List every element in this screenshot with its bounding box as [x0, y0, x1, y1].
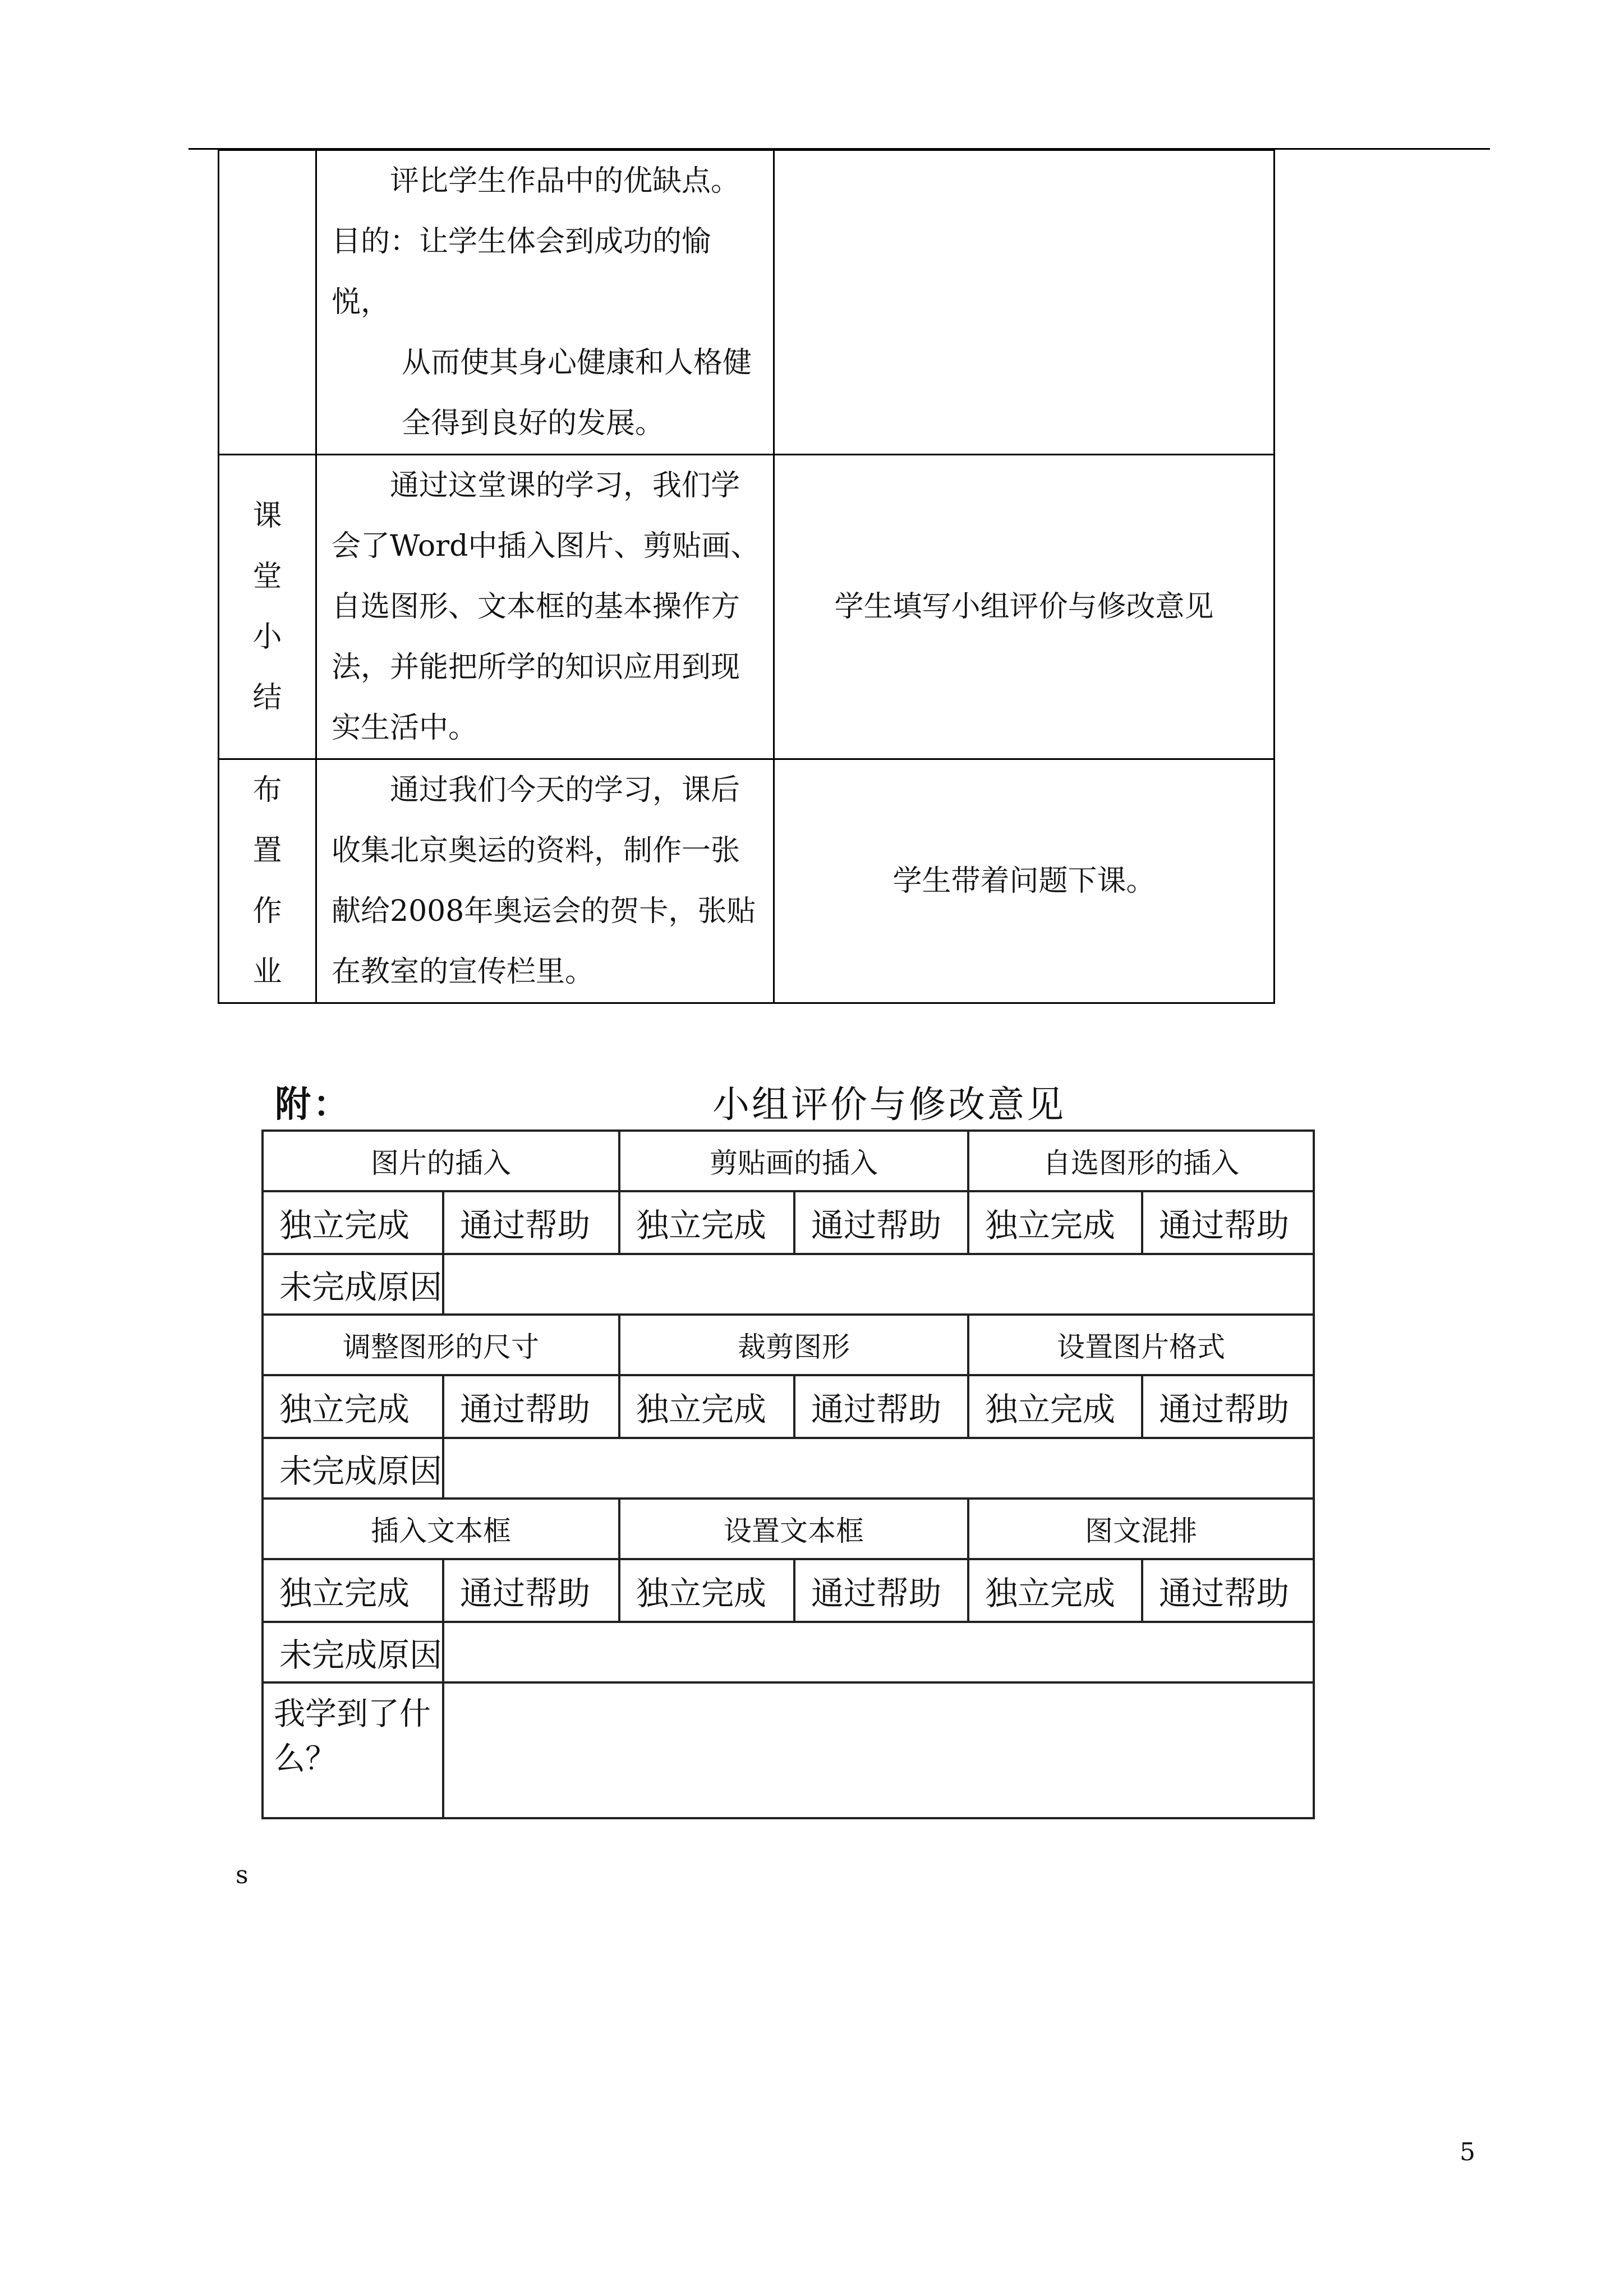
skill-header-row: [263, 1315, 1314, 1375]
label-char: 布: [252, 773, 282, 807]
option-help[interactable]: 通过帮助: [443, 1559, 619, 1622]
option-independent[interactable]: 独立完成: [263, 1191, 443, 1254]
skill-name: 设置图片格式: [968, 1315, 1314, 1375]
option-independent[interactable]: 独立完成: [968, 1191, 1142, 1254]
skill-name: 设置文本框: [619, 1499, 968, 1559]
content-line: 全得到良好的发展。: [402, 407, 665, 440]
skill-name: 图文混排: [968, 1499, 1314, 1559]
student-activity-cell: [774, 150, 1275, 455]
reason-row: [263, 1438, 1314, 1499]
row-label-empty: [219, 150, 316, 455]
option-independent[interactable]: 独立完成: [263, 1375, 443, 1438]
reason-row: [263, 1622, 1314, 1682]
option-independent[interactable]: 独立完成: [263, 1559, 443, 1622]
row-label-homework: [219, 759, 316, 1003]
option-help[interactable]: 通过帮助: [794, 1559, 968, 1622]
option-help[interactable]: 通过帮助: [443, 1191, 619, 1254]
label-char: 业: [252, 955, 282, 989]
label-char: 结: [252, 681, 282, 714]
option-help[interactable]: 通过帮助: [1142, 1191, 1314, 1254]
stray-mark: s: [236, 1861, 249, 1889]
reason-row: [263, 1254, 1314, 1315]
evaluation-form: [261, 1129, 1315, 1819]
row-label-summary: [219, 455, 316, 759]
label-char: 课: [252, 499, 282, 533]
option-row: [263, 1375, 1314, 1438]
content-line: 目的：让学生体会到成功的愉悦，: [332, 225, 711, 319]
appendix-title: 小组评价与修改意见: [712, 1083, 1066, 1126]
skill-name: 剪贴画的插入: [619, 1131, 968, 1191]
skill-name: 裁剪图形: [619, 1315, 968, 1375]
skill-name: 调整图形的尺寸: [263, 1315, 619, 1375]
summary-content: [316, 455, 774, 759]
reason-label: 未完成原因: [263, 1254, 443, 1315]
table-row: [219, 759, 1275, 1003]
skill-name: 自选图形的插入: [968, 1131, 1314, 1191]
appendix-label: 附：: [275, 1084, 351, 1126]
table-row: [219, 150, 1275, 455]
option-help[interactable]: 通过帮助: [443, 1375, 619, 1438]
student-activity-cell: 学生填写小组评价与修改意见: [774, 455, 1275, 759]
skill-name: 图片的插入: [263, 1131, 619, 1191]
option-help[interactable]: 通过帮助: [794, 1375, 968, 1438]
learn-row: [263, 1682, 1314, 1818]
option-independent[interactable]: 独立完成: [619, 1191, 794, 1254]
label-char: 堂: [252, 560, 282, 593]
option-independent[interactable]: 独立完成: [968, 1375, 1142, 1438]
option-help[interactable]: 通过帮助: [794, 1191, 968, 1254]
reason-input[interactable]: [443, 1438, 1314, 1499]
evaluation-content: [316, 150, 774, 455]
content-line: 从而使其身心健康和人格健: [402, 346, 752, 380]
option-independent[interactable]: 独立完成: [619, 1375, 794, 1438]
label-char: 置: [252, 834, 282, 868]
learn-label: 我学到了什么？: [263, 1682, 443, 1818]
label-char: 小: [252, 620, 282, 654]
option-row: [263, 1559, 1314, 1622]
student-activity-cell: 学生带着问题下课。: [774, 759, 1275, 1003]
table-row: [219, 455, 1275, 759]
reason-label: 未完成原因: [263, 1622, 443, 1682]
skill-header-row: [263, 1131, 1314, 1191]
learn-input[interactable]: [443, 1682, 1314, 1818]
option-independent[interactable]: 独立完成: [968, 1559, 1142, 1622]
option-independent[interactable]: 独立完成: [619, 1559, 794, 1622]
option-row: [263, 1191, 1314, 1254]
summary-text: 通过这堂课的学习，我们学会了Word中插入图片、剪贴画、自选图形、文本框的基本操作方法，并能把所学的知识应用到现实生活中。: [332, 469, 760, 745]
lesson-plan-table: [218, 149, 1275, 1004]
reason-input[interactable]: [443, 1254, 1314, 1315]
option-help[interactable]: 通过帮助: [1142, 1559, 1314, 1622]
reason-input[interactable]: [443, 1622, 1314, 1682]
homework-text: 通过我们今天的学习，课后收集北京奥运的资料，制作一张献给2008年奥运会的贺卡，张贴在教室的宣传栏里。: [332, 773, 756, 989]
page-number: 5: [1460, 2138, 1475, 2166]
option-help[interactable]: 通过帮助: [1142, 1375, 1314, 1438]
homework-content: [316, 759, 774, 1003]
content-line: 评比学生作品中的优缺点。: [390, 164, 740, 198]
skill-name: 插入文本框: [263, 1499, 619, 1559]
label-char: 作: [252, 895, 282, 928]
skill-header-row: [263, 1499, 1314, 1559]
reason-label: 未完成原因: [263, 1438, 443, 1499]
